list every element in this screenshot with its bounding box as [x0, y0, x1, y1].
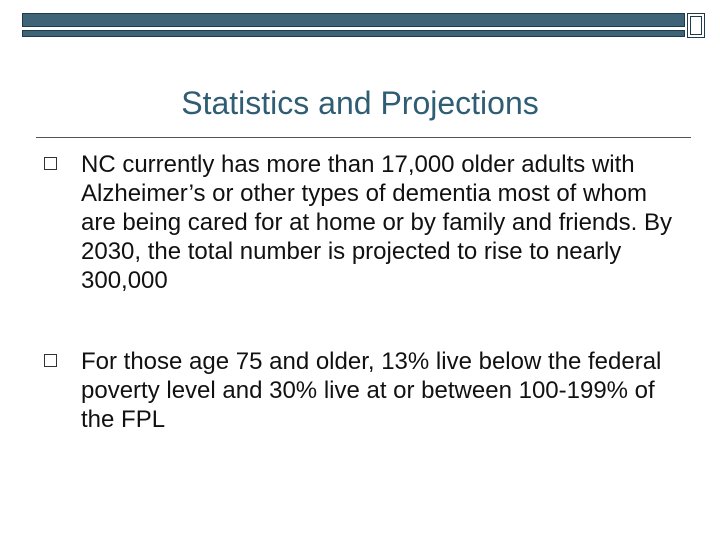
header-square-decoration	[687, 13, 705, 38]
list-item	[44, 347, 684, 434]
bullet-text: For those age 75 and older, 13% live below the federal poverty level and 30% live at or between 100-199% of the FPL	[81, 348, 662, 433]
hollow-square-bullet-icon	[44, 354, 57, 367]
bullet-list	[44, 150, 684, 434]
slide-title: Statistics and Projections	[181, 85, 539, 121]
hollow-square-bullet-icon	[44, 157, 57, 170]
title-divider	[36, 137, 691, 138]
bullet-text: NC currently has more than 17,000 older adults with Alzheimer’s or other types of dementia most of whom are being cared for at home or by family and friends. By 2030, the total number is projected to rise to nearly 300,000	[81, 151, 672, 294]
list-item	[44, 150, 684, 295]
header-thin-bar	[22, 30, 685, 37]
header-bar	[22, 13, 685, 27]
